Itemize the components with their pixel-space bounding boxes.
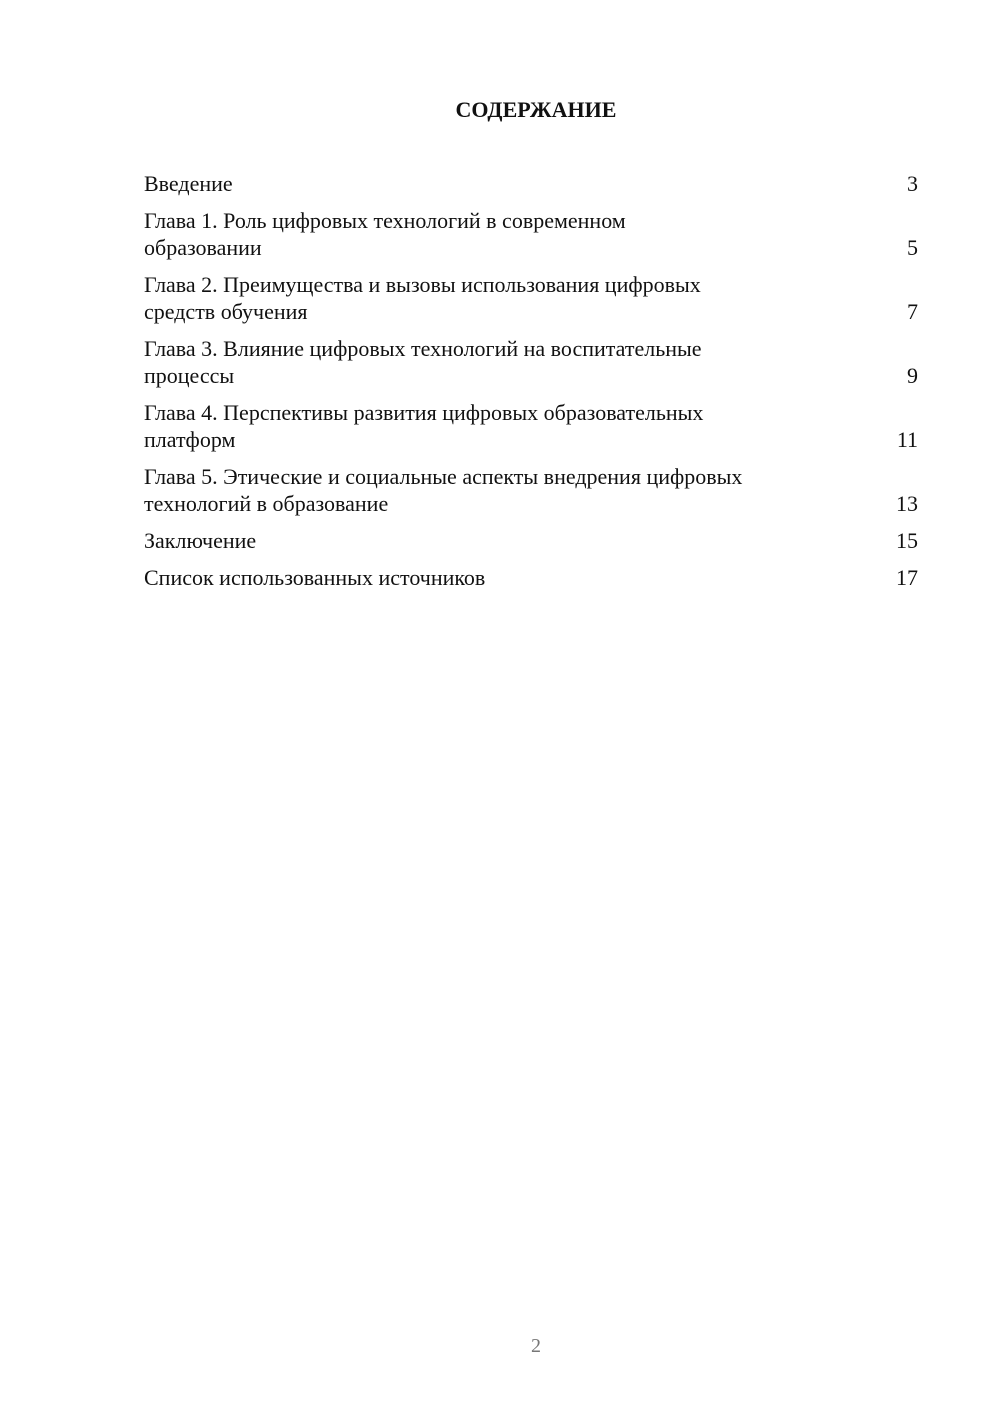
- toc-entry-text: [144, 463, 844, 517]
- toc-entry-line: Глава 5. Этические и социальные аспекты внедрения цифровых: [144, 464, 743, 489]
- toc-entry-chapter-2: [144, 271, 918, 325]
- toc-heading: СОДЕРЖАНИЕ: [455, 97, 617, 122]
- toc-entry-line: Глава 2. Преимущества и вызовы использования цифровых: [144, 272, 701, 297]
- toc-entry-line: платформ: [144, 427, 236, 452]
- toc-entry-introduction: [144, 170, 918, 197]
- toc-entry-page: 11: [896, 427, 918, 452]
- toc-entry-text: [144, 527, 844, 554]
- toc-entry-page: 5: [907, 235, 918, 260]
- toc-entry-text: [144, 207, 844, 261]
- toc-entry-page: 13: [896, 491, 918, 516]
- toc-entry-text: [144, 170, 844, 197]
- toc-entry-page: 3: [907, 171, 918, 196]
- toc-entry-page: 17: [896, 565, 918, 590]
- toc-entry-line: средств обучения: [144, 299, 308, 324]
- toc-entry-page: 15: [896, 528, 918, 553]
- toc-entry-chapter-4: [144, 399, 918, 453]
- toc-entry-line: технологий в образование: [144, 491, 389, 516]
- toc-entry-line: Список использованных источников: [144, 565, 486, 590]
- toc-entry-text: [144, 335, 844, 389]
- toc-entry-line: процессы: [144, 363, 235, 388]
- toc-entry-page: 7: [907, 299, 918, 324]
- toc-entry-text: [144, 564, 844, 591]
- toc-entry-chapter-3: [144, 335, 918, 389]
- toc-entry-line: Глава 1. Роль цифровых технологий в современном: [144, 208, 626, 233]
- toc-entry-line: Глава 3. Влияние цифровых технологий на воспитательные: [144, 336, 702, 361]
- toc-entry-chapter-1: [144, 207, 918, 261]
- toc-entry-text: [144, 399, 844, 453]
- toc-entry-references: [144, 564, 918, 591]
- toc-entry-text: [144, 271, 844, 325]
- toc-entry-conclusion: [144, 527, 918, 554]
- toc-entry-page: 9: [907, 363, 918, 388]
- toc-entry-line: Заключение: [144, 528, 257, 553]
- toc-entry-chapter-5: [144, 463, 918, 517]
- table-of-contents: [144, 170, 918, 601]
- toc-entry-line: Глава 4. Перспективы развития цифровых образовательных: [144, 400, 704, 425]
- toc-entry-line: Введение: [144, 171, 233, 196]
- page-number: 2: [531, 1335, 541, 1357]
- toc-entry-line: образовании: [144, 235, 262, 260]
